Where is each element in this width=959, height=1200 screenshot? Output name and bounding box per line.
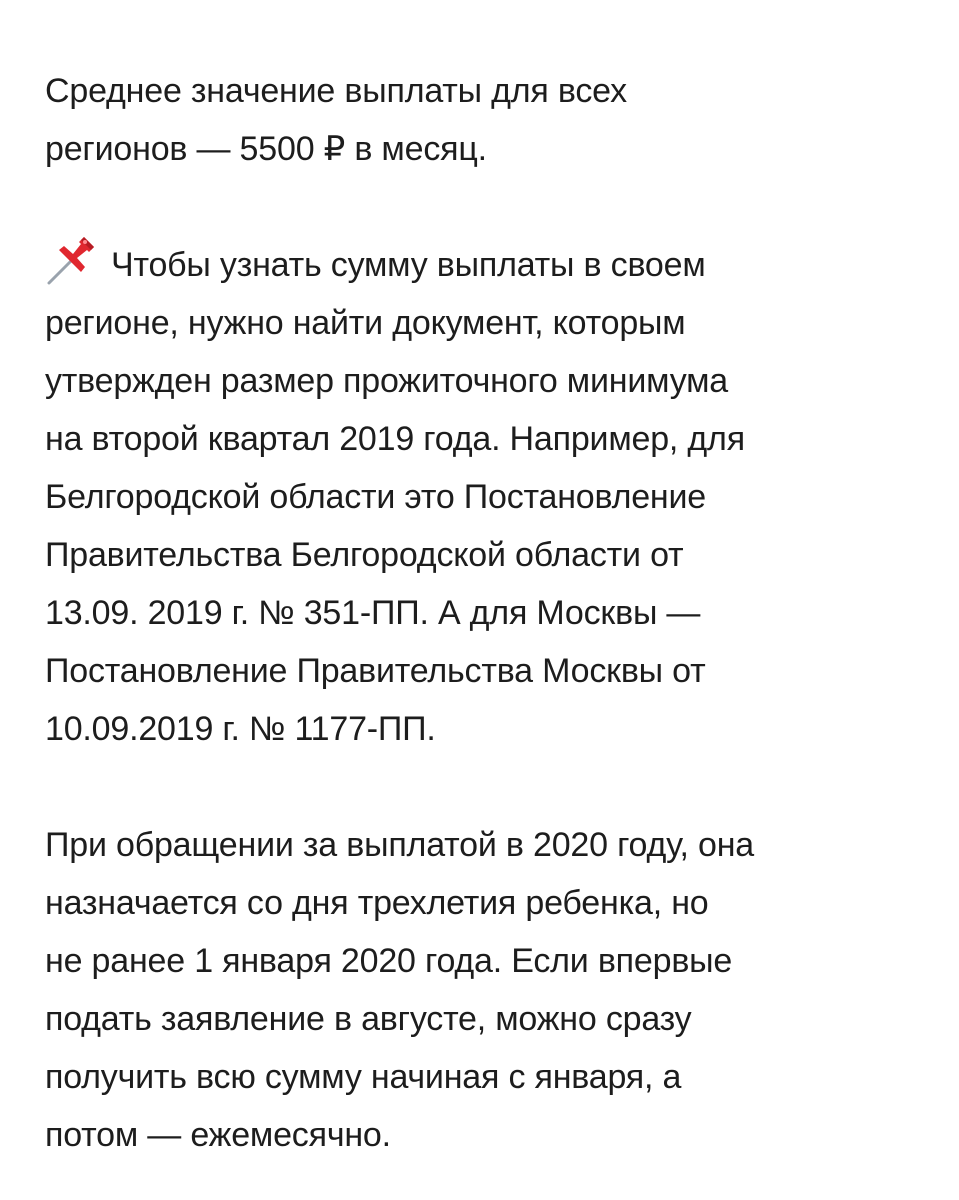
text-line-content: Чтобы узнать сумму выплаты в своем [111,246,706,284]
text-line: Белгородской области это Постановление [45,478,707,516]
text-line: подать заявление в августе, можно сразу [45,1000,692,1038]
paragraph-spacer [45,758,919,816]
paragraph-payment-2020 [45,816,919,1164]
text-line: При обращении за выплатой в 2020 году, она [45,826,755,864]
text-line: потом — ежемесячно. [45,1116,391,1154]
text-line: регионе, нужно найти документ, которым [45,304,686,342]
text-line: Постановление Правительства Москвы от [45,652,706,690]
text-line [45,236,919,294]
text-line: регионов — 5500 ₽ в месяц. [45,130,487,168]
text-line: Правительства Белгородской области от [45,536,684,574]
text-line: назначается со дня трехлетия ребенка, но [45,884,709,922]
paragraph-region-document [45,236,919,758]
text-line: утвержден размер прожиточного минимума [45,362,728,400]
text-line: 10.09.2019 г. № 1177-ПП. [45,710,436,748]
paragraph-spacer [45,178,919,236]
text-line: на второй квартал 2019 года. Например, для [45,420,745,458]
text-line: Среднее значение выплаты для всех [45,72,627,110]
text-line: получить всю сумму начиная с января, а [45,1058,682,1096]
pushpin-icon [45,236,103,286]
text-line: 13.09. 2019 г. № 351-ПП. А для Москвы — [45,594,701,632]
paragraph-average-payment [45,62,919,178]
text-line: не ранее 1 января 2020 года. Если впервые [45,942,733,980]
